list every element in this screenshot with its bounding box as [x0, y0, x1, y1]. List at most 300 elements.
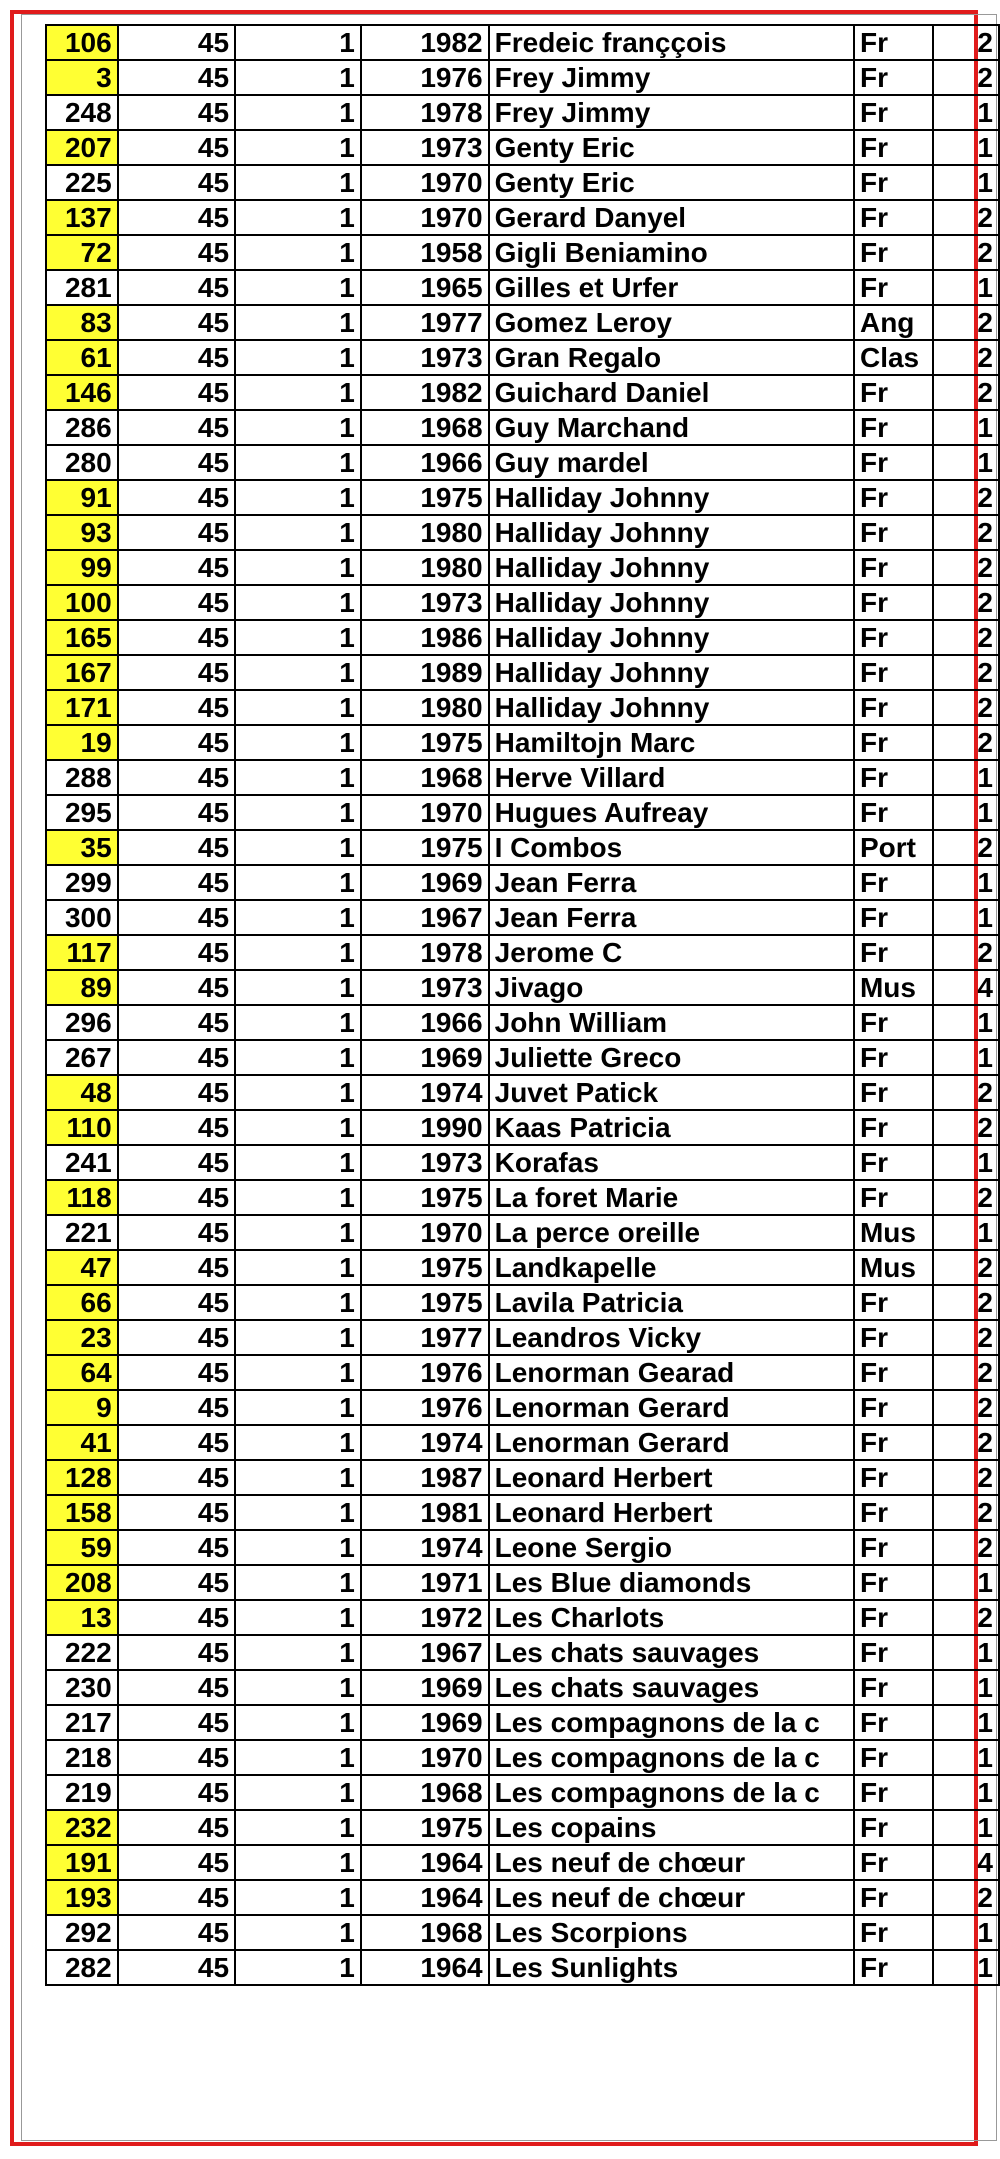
qty-cell: 1	[235, 1180, 361, 1215]
table-row	[46, 130, 999, 165]
year-cell: 1958	[361, 235, 489, 270]
artist-cell: Korafas	[489, 1145, 854, 1180]
year-cell: 1978	[361, 935, 489, 970]
category-cell: Fr	[854, 1845, 933, 1880]
speed-cell: 45	[118, 585, 235, 620]
id-cell: 191	[46, 1845, 118, 1880]
category-cell: Fr	[854, 515, 933, 550]
year-cell: 1968	[361, 1775, 489, 1810]
qty-cell: 1	[235, 305, 361, 340]
year-cell: 1975	[361, 480, 489, 515]
artist-cell: Gomez Leroy	[489, 305, 854, 340]
category-cell: Fr	[854, 655, 933, 690]
id-cell: 292	[46, 1915, 118, 1950]
qty-cell: 1	[235, 1355, 361, 1390]
year-cell: 1966	[361, 445, 489, 480]
qty-cell: 1	[235, 1740, 361, 1775]
speed-cell: 45	[118, 1845, 235, 1880]
speed-cell: 45	[118, 445, 235, 480]
qty-cell: 1	[235, 830, 361, 865]
artist-cell: Lenorman Gerard	[489, 1390, 854, 1425]
speed-cell: 45	[118, 830, 235, 865]
speed-cell: 45	[118, 130, 235, 165]
year-cell: 1971	[361, 1565, 489, 1600]
artist-cell: Les compagnons de la c	[489, 1740, 854, 1775]
artist-cell: Juvet Patick	[489, 1075, 854, 1110]
year-cell: 1987	[361, 1460, 489, 1495]
count-cell: 1	[933, 1040, 999, 1075]
table-row	[46, 690, 999, 725]
speed-cell: 45	[118, 760, 235, 795]
speed-cell: 45	[118, 515, 235, 550]
year-cell: 1975	[361, 1180, 489, 1215]
id-cell: 208	[46, 1565, 118, 1600]
artist-cell: Guichard Daniel	[489, 375, 854, 410]
artist-cell: Gran Regalo	[489, 340, 854, 375]
speed-cell: 45	[118, 1565, 235, 1600]
table-row	[46, 655, 999, 690]
id-cell: 280	[46, 445, 118, 480]
artist-cell: Les compagnons de la c	[489, 1705, 854, 1740]
id-cell: 222	[46, 1635, 118, 1670]
id-cell: 218	[46, 1740, 118, 1775]
qty-cell: 1	[235, 375, 361, 410]
speed-cell: 45	[118, 1530, 235, 1565]
speed-cell: 45	[118, 655, 235, 690]
year-cell: 1969	[361, 1040, 489, 1075]
qty-cell: 1	[235, 585, 361, 620]
artist-cell: Guy mardel	[489, 445, 854, 480]
id-cell: 137	[46, 200, 118, 235]
artist-cell: Halliday Johnny	[489, 550, 854, 585]
speed-cell: 45	[118, 1075, 235, 1110]
artist-cell: Gilles et Urfer	[489, 270, 854, 305]
table-row	[46, 1845, 999, 1880]
speed-cell: 45	[118, 1040, 235, 1075]
category-cell: Fr	[854, 60, 933, 95]
id-cell: 41	[46, 1425, 118, 1460]
year-cell: 1964	[361, 1845, 489, 1880]
table-row	[46, 865, 999, 900]
year-cell: 1980	[361, 550, 489, 585]
table-row	[46, 305, 999, 340]
year-cell: 1977	[361, 1320, 489, 1355]
count-cell: 1	[933, 130, 999, 165]
speed-cell: 45	[118, 1110, 235, 1145]
year-cell: 1964	[361, 1950, 489, 1985]
speed-cell: 45	[118, 1705, 235, 1740]
table-row	[46, 95, 999, 130]
count-cell: 1	[933, 795, 999, 830]
count-cell: 1	[933, 1740, 999, 1775]
id-cell: 3	[46, 60, 118, 95]
artist-cell: La foret Marie	[489, 1180, 854, 1215]
table-row	[46, 760, 999, 795]
count-cell: 1	[933, 165, 999, 200]
table-row	[46, 480, 999, 515]
id-cell: 171	[46, 690, 118, 725]
speed-cell: 45	[118, 690, 235, 725]
table-row	[46, 1355, 999, 1390]
category-cell: Mus	[854, 1250, 933, 1285]
category-cell: Fr	[854, 1565, 933, 1600]
id-cell: 267	[46, 1040, 118, 1075]
artist-cell: Leonard Herbert	[489, 1460, 854, 1495]
qty-cell: 1	[235, 25, 361, 60]
table-row	[46, 340, 999, 375]
year-cell: 1973	[361, 130, 489, 165]
artist-cell: Les Scorpions	[489, 1915, 854, 1950]
category-cell: Fr	[854, 1320, 933, 1355]
speed-cell: 45	[118, 1670, 235, 1705]
speed-cell: 45	[118, 795, 235, 830]
table-row	[46, 1530, 999, 1565]
artist-cell: Les Sunlights	[489, 1950, 854, 1985]
artist-cell: Gerard Danyel	[489, 200, 854, 235]
qty-cell: 1	[235, 270, 361, 305]
speed-cell: 45	[118, 970, 235, 1005]
table-row	[46, 165, 999, 200]
count-cell: 2	[933, 1320, 999, 1355]
table-row	[46, 200, 999, 235]
category-cell: Fr	[854, 1740, 933, 1775]
artist-cell: Leone Sergio	[489, 1530, 854, 1565]
qty-cell: 1	[235, 410, 361, 445]
id-cell: 167	[46, 655, 118, 690]
table-row	[46, 1250, 999, 1285]
qty-cell: 1	[235, 620, 361, 655]
category-cell: Fr	[854, 375, 933, 410]
count-cell: 2	[933, 690, 999, 725]
artist-cell: John William	[489, 1005, 854, 1040]
count-cell: 2	[933, 375, 999, 410]
count-cell: 2	[933, 1425, 999, 1460]
id-cell: 158	[46, 1495, 118, 1530]
speed-cell: 45	[118, 935, 235, 970]
speed-cell: 45	[118, 1005, 235, 1040]
count-cell: 1	[933, 410, 999, 445]
qty-cell: 1	[235, 865, 361, 900]
year-cell: 1976	[361, 1355, 489, 1390]
count-cell: 2	[933, 1390, 999, 1425]
count-cell: 2	[933, 1355, 999, 1390]
category-cell: Fr	[854, 1880, 933, 1915]
table-row	[46, 620, 999, 655]
year-cell: 1973	[361, 970, 489, 1005]
year-cell: 1967	[361, 1635, 489, 1670]
table-row	[46, 1880, 999, 1915]
id-cell: 286	[46, 410, 118, 445]
count-cell: 1	[933, 1670, 999, 1705]
year-cell: 1970	[361, 1740, 489, 1775]
year-cell: 1974	[361, 1425, 489, 1460]
artist-cell: Jivago	[489, 970, 854, 1005]
artist-cell: Les chats sauvages	[489, 1635, 854, 1670]
table-row	[46, 1005, 999, 1040]
year-cell: 1965	[361, 270, 489, 305]
count-cell: 1	[933, 1705, 999, 1740]
artist-cell: Landkapelle	[489, 1250, 854, 1285]
speed-cell: 45	[118, 1215, 235, 1250]
speed-cell: 45	[118, 865, 235, 900]
table-row	[46, 1565, 999, 1600]
qty-cell: 1	[235, 1110, 361, 1145]
table-row	[46, 270, 999, 305]
qty-cell: 1	[235, 725, 361, 760]
speed-cell: 45	[118, 1810, 235, 1845]
id-cell: 295	[46, 795, 118, 830]
qty-cell: 1	[235, 1705, 361, 1740]
qty-cell: 1	[235, 1320, 361, 1355]
table-row	[46, 1110, 999, 1145]
speed-cell: 45	[118, 305, 235, 340]
speed-cell: 45	[118, 235, 235, 270]
speed-cell: 45	[118, 1950, 235, 1985]
table-row	[46, 1775, 999, 1810]
artist-cell: Halliday Johnny	[489, 655, 854, 690]
artist-cell: La perce oreille	[489, 1215, 854, 1250]
count-cell: 2	[933, 1880, 999, 1915]
year-cell: 1980	[361, 690, 489, 725]
id-cell: 23	[46, 1320, 118, 1355]
year-cell: 1973	[361, 585, 489, 620]
count-cell: 2	[933, 60, 999, 95]
qty-cell: 1	[235, 1670, 361, 1705]
count-cell: 2	[933, 235, 999, 270]
category-cell: Clas	[854, 340, 933, 375]
qty-cell: 1	[235, 1530, 361, 1565]
id-cell: 248	[46, 95, 118, 130]
table-row	[46, 1740, 999, 1775]
artist-cell: Frey Jimmy	[489, 60, 854, 95]
artist-cell: Les chats sauvages	[489, 1670, 854, 1705]
category-cell: Fr	[854, 1600, 933, 1635]
table-row	[46, 1705, 999, 1740]
year-cell: 1975	[361, 1250, 489, 1285]
category-cell: Fr	[854, 900, 933, 935]
id-cell: 232	[46, 1810, 118, 1845]
category-cell: Fr	[854, 550, 933, 585]
artist-cell: Les Charlots	[489, 1600, 854, 1635]
qty-cell: 1	[235, 1215, 361, 1250]
qty-cell: 1	[235, 1285, 361, 1320]
qty-cell: 1	[235, 1495, 361, 1530]
category-cell: Fr	[854, 795, 933, 830]
year-cell: 1973	[361, 340, 489, 375]
speed-cell: 45	[118, 480, 235, 515]
artist-cell: Les neuf de chœur	[489, 1845, 854, 1880]
category-cell: Fr	[854, 1075, 933, 1110]
records-body	[46, 25, 999, 1985]
count-cell: 2	[933, 515, 999, 550]
count-cell: 2	[933, 305, 999, 340]
table-row	[46, 970, 999, 1005]
category-cell: Fr	[854, 1110, 933, 1145]
category-cell: Fr	[854, 130, 933, 165]
count-cell: 2	[933, 1530, 999, 1565]
speed-cell: 45	[118, 375, 235, 410]
speed-cell: 45	[118, 1250, 235, 1285]
category-cell: Fr	[854, 935, 933, 970]
year-cell: 1969	[361, 1705, 489, 1740]
count-cell: 1	[933, 1215, 999, 1250]
artist-cell: Jean Ferra	[489, 900, 854, 935]
count-cell: 2	[933, 1250, 999, 1285]
category-cell: Fr	[854, 410, 933, 445]
category-cell: Fr	[854, 1635, 933, 1670]
speed-cell: 45	[118, 620, 235, 655]
qty-cell: 1	[235, 1950, 361, 1985]
speed-cell: 45	[118, 1425, 235, 1460]
records-table	[45, 24, 1000, 1986]
artist-cell: Leandros Vicky	[489, 1320, 854, 1355]
id-cell: 35	[46, 830, 118, 865]
year-cell: 1982	[361, 25, 489, 60]
id-cell: 225	[46, 165, 118, 200]
id-cell: 117	[46, 935, 118, 970]
qty-cell: 1	[235, 795, 361, 830]
id-cell: 9	[46, 1390, 118, 1425]
category-cell: Fr	[854, 1530, 933, 1565]
table-row	[46, 375, 999, 410]
qty-cell: 1	[235, 970, 361, 1005]
speed-cell: 45	[118, 60, 235, 95]
count-cell: 1	[933, 1565, 999, 1600]
qty-cell: 1	[235, 1565, 361, 1600]
qty-cell: 1	[235, 935, 361, 970]
year-cell: 1969	[361, 1670, 489, 1705]
count-cell: 2	[933, 655, 999, 690]
artist-cell: Genty Eric	[489, 130, 854, 165]
category-cell: Fr	[854, 865, 933, 900]
category-cell: Mus	[854, 970, 933, 1005]
category-cell: Fr	[854, 480, 933, 515]
speed-cell: 45	[118, 410, 235, 445]
category-cell: Fr	[854, 1670, 933, 1705]
year-cell: 1968	[361, 760, 489, 795]
count-cell: 2	[933, 200, 999, 235]
count-cell: 2	[933, 1495, 999, 1530]
category-cell: Fr	[854, 1810, 933, 1845]
count-cell: 2	[933, 585, 999, 620]
qty-cell: 1	[235, 1250, 361, 1285]
table-row	[46, 1285, 999, 1320]
id-cell: 106	[46, 25, 118, 60]
year-cell: 1986	[361, 620, 489, 655]
table-row	[46, 1915, 999, 1950]
qty-cell: 1	[235, 1880, 361, 1915]
category-cell: Ang	[854, 305, 933, 340]
year-cell: 1975	[361, 725, 489, 760]
year-cell: 1981	[361, 1495, 489, 1530]
category-cell: Fr	[854, 1040, 933, 1075]
count-cell: 1	[933, 900, 999, 935]
qty-cell: 1	[235, 760, 361, 795]
category-cell: Fr	[854, 1705, 933, 1740]
table-row	[46, 235, 999, 270]
category-cell: Mus	[854, 1215, 933, 1250]
qty-cell: 1	[235, 690, 361, 725]
table-row	[46, 900, 999, 935]
table-row	[46, 830, 999, 865]
table-row	[46, 1425, 999, 1460]
year-cell: 1976	[361, 60, 489, 95]
artist-cell: Guy Marchand	[489, 410, 854, 445]
category-cell: Fr	[854, 1950, 933, 1985]
qty-cell: 1	[235, 515, 361, 550]
id-cell: 296	[46, 1005, 118, 1040]
category-cell: Fr	[854, 1775, 933, 1810]
year-cell: 1978	[361, 95, 489, 130]
id-cell: 118	[46, 1180, 118, 1215]
year-cell: 1975	[361, 830, 489, 865]
count-cell: 1	[933, 95, 999, 130]
category-cell: Fr	[854, 1495, 933, 1530]
qty-cell: 1	[235, 1810, 361, 1845]
speed-cell: 45	[118, 270, 235, 305]
qty-cell: 1	[235, 165, 361, 200]
id-cell: 299	[46, 865, 118, 900]
category-cell: Fr	[854, 585, 933, 620]
count-cell: 1	[933, 270, 999, 305]
artist-cell: Jerome C	[489, 935, 854, 970]
id-cell: 48	[46, 1075, 118, 1110]
id-cell: 207	[46, 130, 118, 165]
qty-cell: 1	[235, 60, 361, 95]
artist-cell: Genty Eric	[489, 165, 854, 200]
id-cell: 221	[46, 1215, 118, 1250]
artist-cell: Halliday Johnny	[489, 515, 854, 550]
count-cell: 2	[933, 1110, 999, 1145]
category-cell: Fr	[854, 760, 933, 795]
count-cell: 4	[933, 1845, 999, 1880]
artist-cell: Leonard Herbert	[489, 1495, 854, 1530]
count-cell: 2	[933, 725, 999, 760]
qty-cell: 1	[235, 1040, 361, 1075]
year-cell: 1968	[361, 1915, 489, 1950]
year-cell: 1967	[361, 900, 489, 935]
year-cell: 1982	[361, 375, 489, 410]
table-row	[46, 1600, 999, 1635]
qty-cell: 1	[235, 1075, 361, 1110]
category-cell: Fr	[854, 1460, 933, 1495]
table-row	[46, 1460, 999, 1495]
id-cell: 128	[46, 1460, 118, 1495]
qty-cell: 1	[235, 480, 361, 515]
id-cell: 83	[46, 305, 118, 340]
qty-cell: 1	[235, 1915, 361, 1950]
table-row	[46, 410, 999, 445]
category-cell: Fr	[854, 165, 933, 200]
year-cell: 1964	[361, 1880, 489, 1915]
table-row	[46, 1390, 999, 1425]
category-cell: Fr	[854, 25, 933, 60]
count-cell: 2	[933, 25, 999, 60]
artist-cell: Halliday Johnny	[489, 585, 854, 620]
count-cell: 1	[933, 1145, 999, 1180]
table-row	[46, 1215, 999, 1250]
qty-cell: 1	[235, 1390, 361, 1425]
artist-cell: Lenorman Gearad	[489, 1355, 854, 1390]
year-cell: 1972	[361, 1600, 489, 1635]
id-cell: 93	[46, 515, 118, 550]
artist-cell: Lavila Patricia	[489, 1285, 854, 1320]
artist-cell: Lenorman Gerard	[489, 1425, 854, 1460]
category-cell: Fr	[854, 725, 933, 760]
artist-cell: Les Blue diamonds	[489, 1565, 854, 1600]
count-cell: 1	[933, 1635, 999, 1670]
id-cell: 300	[46, 900, 118, 935]
